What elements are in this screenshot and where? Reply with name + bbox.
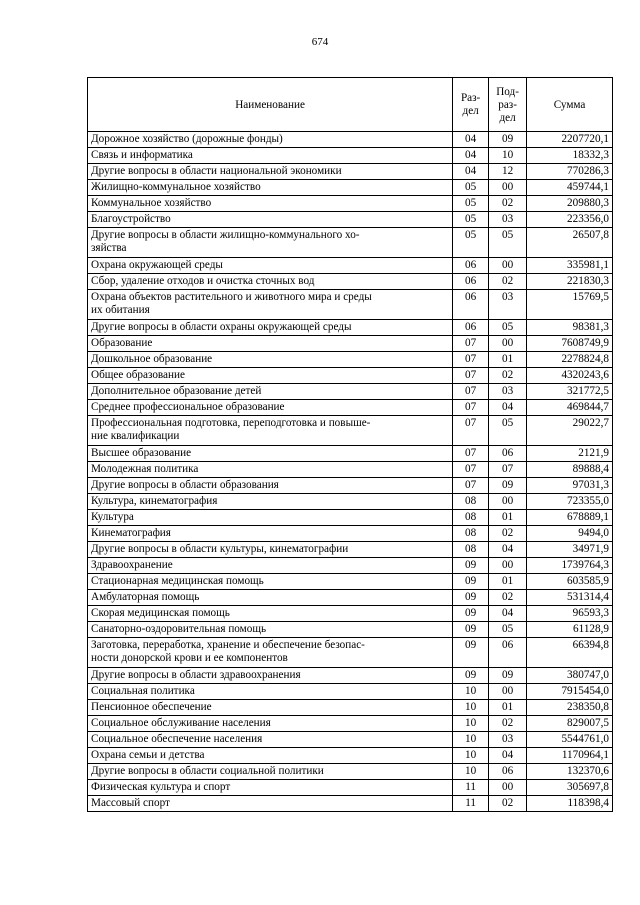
table-row (88, 148, 613, 164)
row-name: Физическая культура и спорт (88, 780, 453, 796)
row-razdel: 07 (453, 462, 489, 478)
row-podrazdel: 07 (489, 462, 527, 478)
row-name: Общее образование (88, 368, 453, 384)
row-razdel: 06 (453, 320, 489, 336)
row-name: Благоустройство (88, 212, 453, 228)
row-name: Другие вопросы в области жилищно-коммунального хо- зяйства (88, 228, 453, 258)
row-name: Среднее профессиональное образование (88, 400, 453, 416)
row-name: Социальное обслуживание населения (88, 716, 453, 732)
row-podrazdel: 09 (489, 668, 527, 684)
row-name: Другие вопросы в области охраны окружающей среды (88, 320, 453, 336)
row-podrazdel: 02 (489, 196, 527, 212)
row-razdel: 08 (453, 526, 489, 542)
row-podrazdel: 02 (489, 368, 527, 384)
row-sum: 132370,6 (527, 764, 613, 780)
header-razdel: Раз- дел (453, 78, 489, 132)
row-razdel: 07 (453, 400, 489, 416)
table-row (88, 164, 613, 180)
row-sum: 89888,4 (527, 462, 613, 478)
row-name: Кинематография (88, 526, 453, 542)
row-razdel: 04 (453, 164, 489, 180)
row-name: Другие вопросы в области национальной экономики (88, 164, 453, 180)
row-razdel: 09 (453, 668, 489, 684)
row-sum: 97031,3 (527, 478, 613, 494)
row-podrazdel: 00 (489, 558, 527, 574)
row-name: Социальное обеспечение населения (88, 732, 453, 748)
table-header-row (88, 78, 613, 132)
row-name: Санаторно-оздоровительная помощь (88, 622, 453, 638)
row-sum: 469844,7 (527, 400, 613, 416)
budget-table (87, 77, 613, 812)
table-row (88, 258, 613, 274)
row-sum: 531314,4 (527, 590, 613, 606)
row-name: Амбулаторная помощь (88, 590, 453, 606)
row-podrazdel: 05 (489, 228, 527, 258)
row-sum: 96593,3 (527, 606, 613, 622)
row-razdel: 10 (453, 700, 489, 716)
row-sum: 221830,3 (527, 274, 613, 290)
row-podrazdel: 00 (489, 180, 527, 196)
row-podrazdel: 06 (489, 638, 527, 668)
table-row (88, 336, 613, 352)
table-row (88, 700, 613, 716)
row-razdel: 09 (453, 638, 489, 668)
row-razdel: 10 (453, 716, 489, 732)
row-podrazdel: 05 (489, 622, 527, 638)
row-podrazdel: 00 (489, 336, 527, 352)
row-podrazdel: 03 (489, 212, 527, 228)
row-sum: 66394,8 (527, 638, 613, 668)
table-row (88, 590, 613, 606)
header-name: Наименование (88, 78, 453, 132)
table-row (88, 494, 613, 510)
table-row (88, 180, 613, 196)
row-sum: 223356,0 (527, 212, 613, 228)
page-number: 674 (311, 36, 329, 48)
row-razdel: 11 (453, 796, 489, 812)
row-name: Высшее образование (88, 446, 453, 462)
row-podrazdel: 09 (489, 478, 527, 494)
row-name: Молодежная политика (88, 462, 453, 478)
table-row (88, 478, 613, 494)
row-razdel: 09 (453, 606, 489, 622)
row-sum: 829007,5 (527, 716, 613, 732)
table-row (88, 796, 613, 812)
row-name: Массовый спорт (88, 796, 453, 812)
row-razdel: 07 (453, 336, 489, 352)
row-razdel: 07 (453, 478, 489, 494)
row-podrazdel: 01 (489, 510, 527, 526)
row-razdel: 09 (453, 590, 489, 606)
row-podrazdel: 00 (489, 684, 527, 700)
table-row (88, 416, 613, 446)
row-sum: 335981,1 (527, 258, 613, 274)
row-razdel: 04 (453, 148, 489, 164)
row-podrazdel: 02 (489, 716, 527, 732)
row-podrazdel: 05 (489, 416, 527, 446)
row-razdel: 09 (453, 574, 489, 590)
row-podrazdel: 01 (489, 574, 527, 590)
row-podrazdel: 03 (489, 732, 527, 748)
table-row (88, 352, 613, 368)
table-row (88, 274, 613, 290)
row-razdel: 07 (453, 368, 489, 384)
row-sum: 238350,8 (527, 700, 613, 716)
row-name: Профессиональная подготовка, переподготовка и повыше- ние квалификации (88, 416, 453, 446)
row-name: Сбор, удаление отходов и очистка сточных вод (88, 274, 453, 290)
table-row (88, 132, 613, 148)
row-sum: 118398,4 (527, 796, 613, 812)
table-row (88, 558, 613, 574)
table-row (88, 462, 613, 478)
row-razdel: 06 (453, 290, 489, 320)
row-sum: 1739764,3 (527, 558, 613, 574)
row-name: Коммунальное хозяйство (88, 196, 453, 212)
row-razdel: 08 (453, 542, 489, 558)
row-sum: 1170964,1 (527, 748, 613, 764)
row-razdel: 11 (453, 780, 489, 796)
row-name: Дорожное хозяйство (дорожные фонды) (88, 132, 453, 148)
row-name: Охрана объектов растительного и животного мира и среды их обитания (88, 290, 453, 320)
row-podrazdel: 04 (489, 400, 527, 416)
table-row (88, 542, 613, 558)
table-row (88, 368, 613, 384)
table-row (88, 212, 613, 228)
table-row (88, 228, 613, 258)
row-name: Другие вопросы в области здравоохранения (88, 668, 453, 684)
row-podrazdel: 01 (489, 700, 527, 716)
row-podrazdel: 09 (489, 132, 527, 148)
row-podrazdel: 02 (489, 274, 527, 290)
row-name: Пенсионное обеспечение (88, 700, 453, 716)
row-sum: 5544761,0 (527, 732, 613, 748)
row-sum: 380747,0 (527, 668, 613, 684)
table-row (88, 526, 613, 542)
row-podrazdel: 06 (489, 446, 527, 462)
row-razdel: 08 (453, 494, 489, 510)
row-podrazdel: 02 (489, 796, 527, 812)
row-name: Социальная политика (88, 684, 453, 700)
table-row (88, 510, 613, 526)
table-row (88, 196, 613, 212)
row-sum: 26507,8 (527, 228, 613, 258)
row-podrazdel: 00 (489, 494, 527, 510)
header-summa: Сумма (527, 78, 613, 132)
row-sum: 305697,8 (527, 780, 613, 796)
row-sum: 2121,9 (527, 446, 613, 462)
row-podrazdel: 04 (489, 748, 527, 764)
row-podrazdel: 00 (489, 258, 527, 274)
row-razdel: 09 (453, 558, 489, 574)
table-row (88, 384, 613, 400)
table-row (88, 606, 613, 622)
row-sum: 678889,1 (527, 510, 613, 526)
table-row (88, 732, 613, 748)
table-row (88, 400, 613, 416)
row-razdel: 05 (453, 212, 489, 228)
table-row (88, 684, 613, 700)
row-podrazdel: 03 (489, 290, 527, 320)
row-sum: 770286,3 (527, 164, 613, 180)
row-podrazdel: 03 (489, 384, 527, 400)
row-name: Образование (88, 336, 453, 352)
row-name: Другие вопросы в области культуры, кинематографии (88, 542, 453, 558)
row-razdel: 10 (453, 764, 489, 780)
table-row (88, 748, 613, 764)
row-name: Другие вопросы в области социальной политики (88, 764, 453, 780)
row-name: Дополнительное образование детей (88, 384, 453, 400)
table-row (88, 320, 613, 336)
row-name: Охрана семьи и детства (88, 748, 453, 764)
row-razdel: 10 (453, 684, 489, 700)
row-podrazdel: 00 (489, 780, 527, 796)
table-row (88, 574, 613, 590)
row-podrazdel: 02 (489, 590, 527, 606)
row-sum: 723355,0 (527, 494, 613, 510)
row-name: Стационарная медицинская помощь (88, 574, 453, 590)
row-name: Здравоохранение (88, 558, 453, 574)
row-sum: 2207720,1 (527, 132, 613, 148)
row-name: Культура, кинематография (88, 494, 453, 510)
row-name: Дошкольное образование (88, 352, 453, 368)
table-row (88, 668, 613, 684)
row-name: Жилищно-коммунальное хозяйство (88, 180, 453, 196)
row-sum: 603585,9 (527, 574, 613, 590)
row-sum: 459744,1 (527, 180, 613, 196)
row-name: Связь и информатика (88, 148, 453, 164)
row-razdel: 04 (453, 132, 489, 148)
row-sum: 209880,3 (527, 196, 613, 212)
row-razdel: 10 (453, 748, 489, 764)
row-podrazdel: 06 (489, 764, 527, 780)
table-row (88, 638, 613, 668)
row-sum: 7608749,9 (527, 336, 613, 352)
row-sum: 34971,9 (527, 542, 613, 558)
row-name: Другие вопросы в области образования (88, 478, 453, 494)
row-podrazdel: 01 (489, 352, 527, 368)
table-row (88, 446, 613, 462)
row-sum: 321772,5 (527, 384, 613, 400)
row-razdel: 08 (453, 510, 489, 526)
row-sum: 4320243,6 (527, 368, 613, 384)
row-name: Скорая медицинская помощь (88, 606, 453, 622)
row-razdel: 06 (453, 258, 489, 274)
row-razdel: 07 (453, 352, 489, 368)
row-razdel: 07 (453, 446, 489, 462)
row-podrazdel: 04 (489, 606, 527, 622)
row-razdel: 09 (453, 622, 489, 638)
row-razdel: 05 (453, 196, 489, 212)
row-sum: 29022,7 (527, 416, 613, 446)
row-razdel: 07 (453, 384, 489, 400)
table-row (88, 780, 613, 796)
header-podrazdel: Под- раз- дел (489, 78, 527, 132)
row-razdel: 10 (453, 732, 489, 748)
row-sum: 98381,3 (527, 320, 613, 336)
row-razdel: 06 (453, 274, 489, 290)
row-sum: 15769,5 (527, 290, 613, 320)
row-podrazdel: 12 (489, 164, 527, 180)
table-row (88, 716, 613, 732)
row-sum: 18332,3 (527, 148, 613, 164)
row-sum: 61128,9 (527, 622, 613, 638)
table-row (88, 622, 613, 638)
row-razdel: 07 (453, 416, 489, 446)
row-sum: 7915454,0 (527, 684, 613, 700)
table-row (88, 290, 613, 320)
table-row (88, 764, 613, 780)
row-sum: 9494,0 (527, 526, 613, 542)
row-podrazdel: 05 (489, 320, 527, 336)
row-name: Культура (88, 510, 453, 526)
row-name: Заготовка, переработка, хранение и обеспечение безопас- ности донорской крови и ее компонентов (88, 638, 453, 668)
row-podrazdel: 10 (489, 148, 527, 164)
row-podrazdel: 02 (489, 526, 527, 542)
row-name: Охрана окружающей среды (88, 258, 453, 274)
row-podrazdel: 04 (489, 542, 527, 558)
row-razdel: 05 (453, 228, 489, 258)
row-razdel: 05 (453, 180, 489, 196)
row-sum: 2278824,8 (527, 352, 613, 368)
